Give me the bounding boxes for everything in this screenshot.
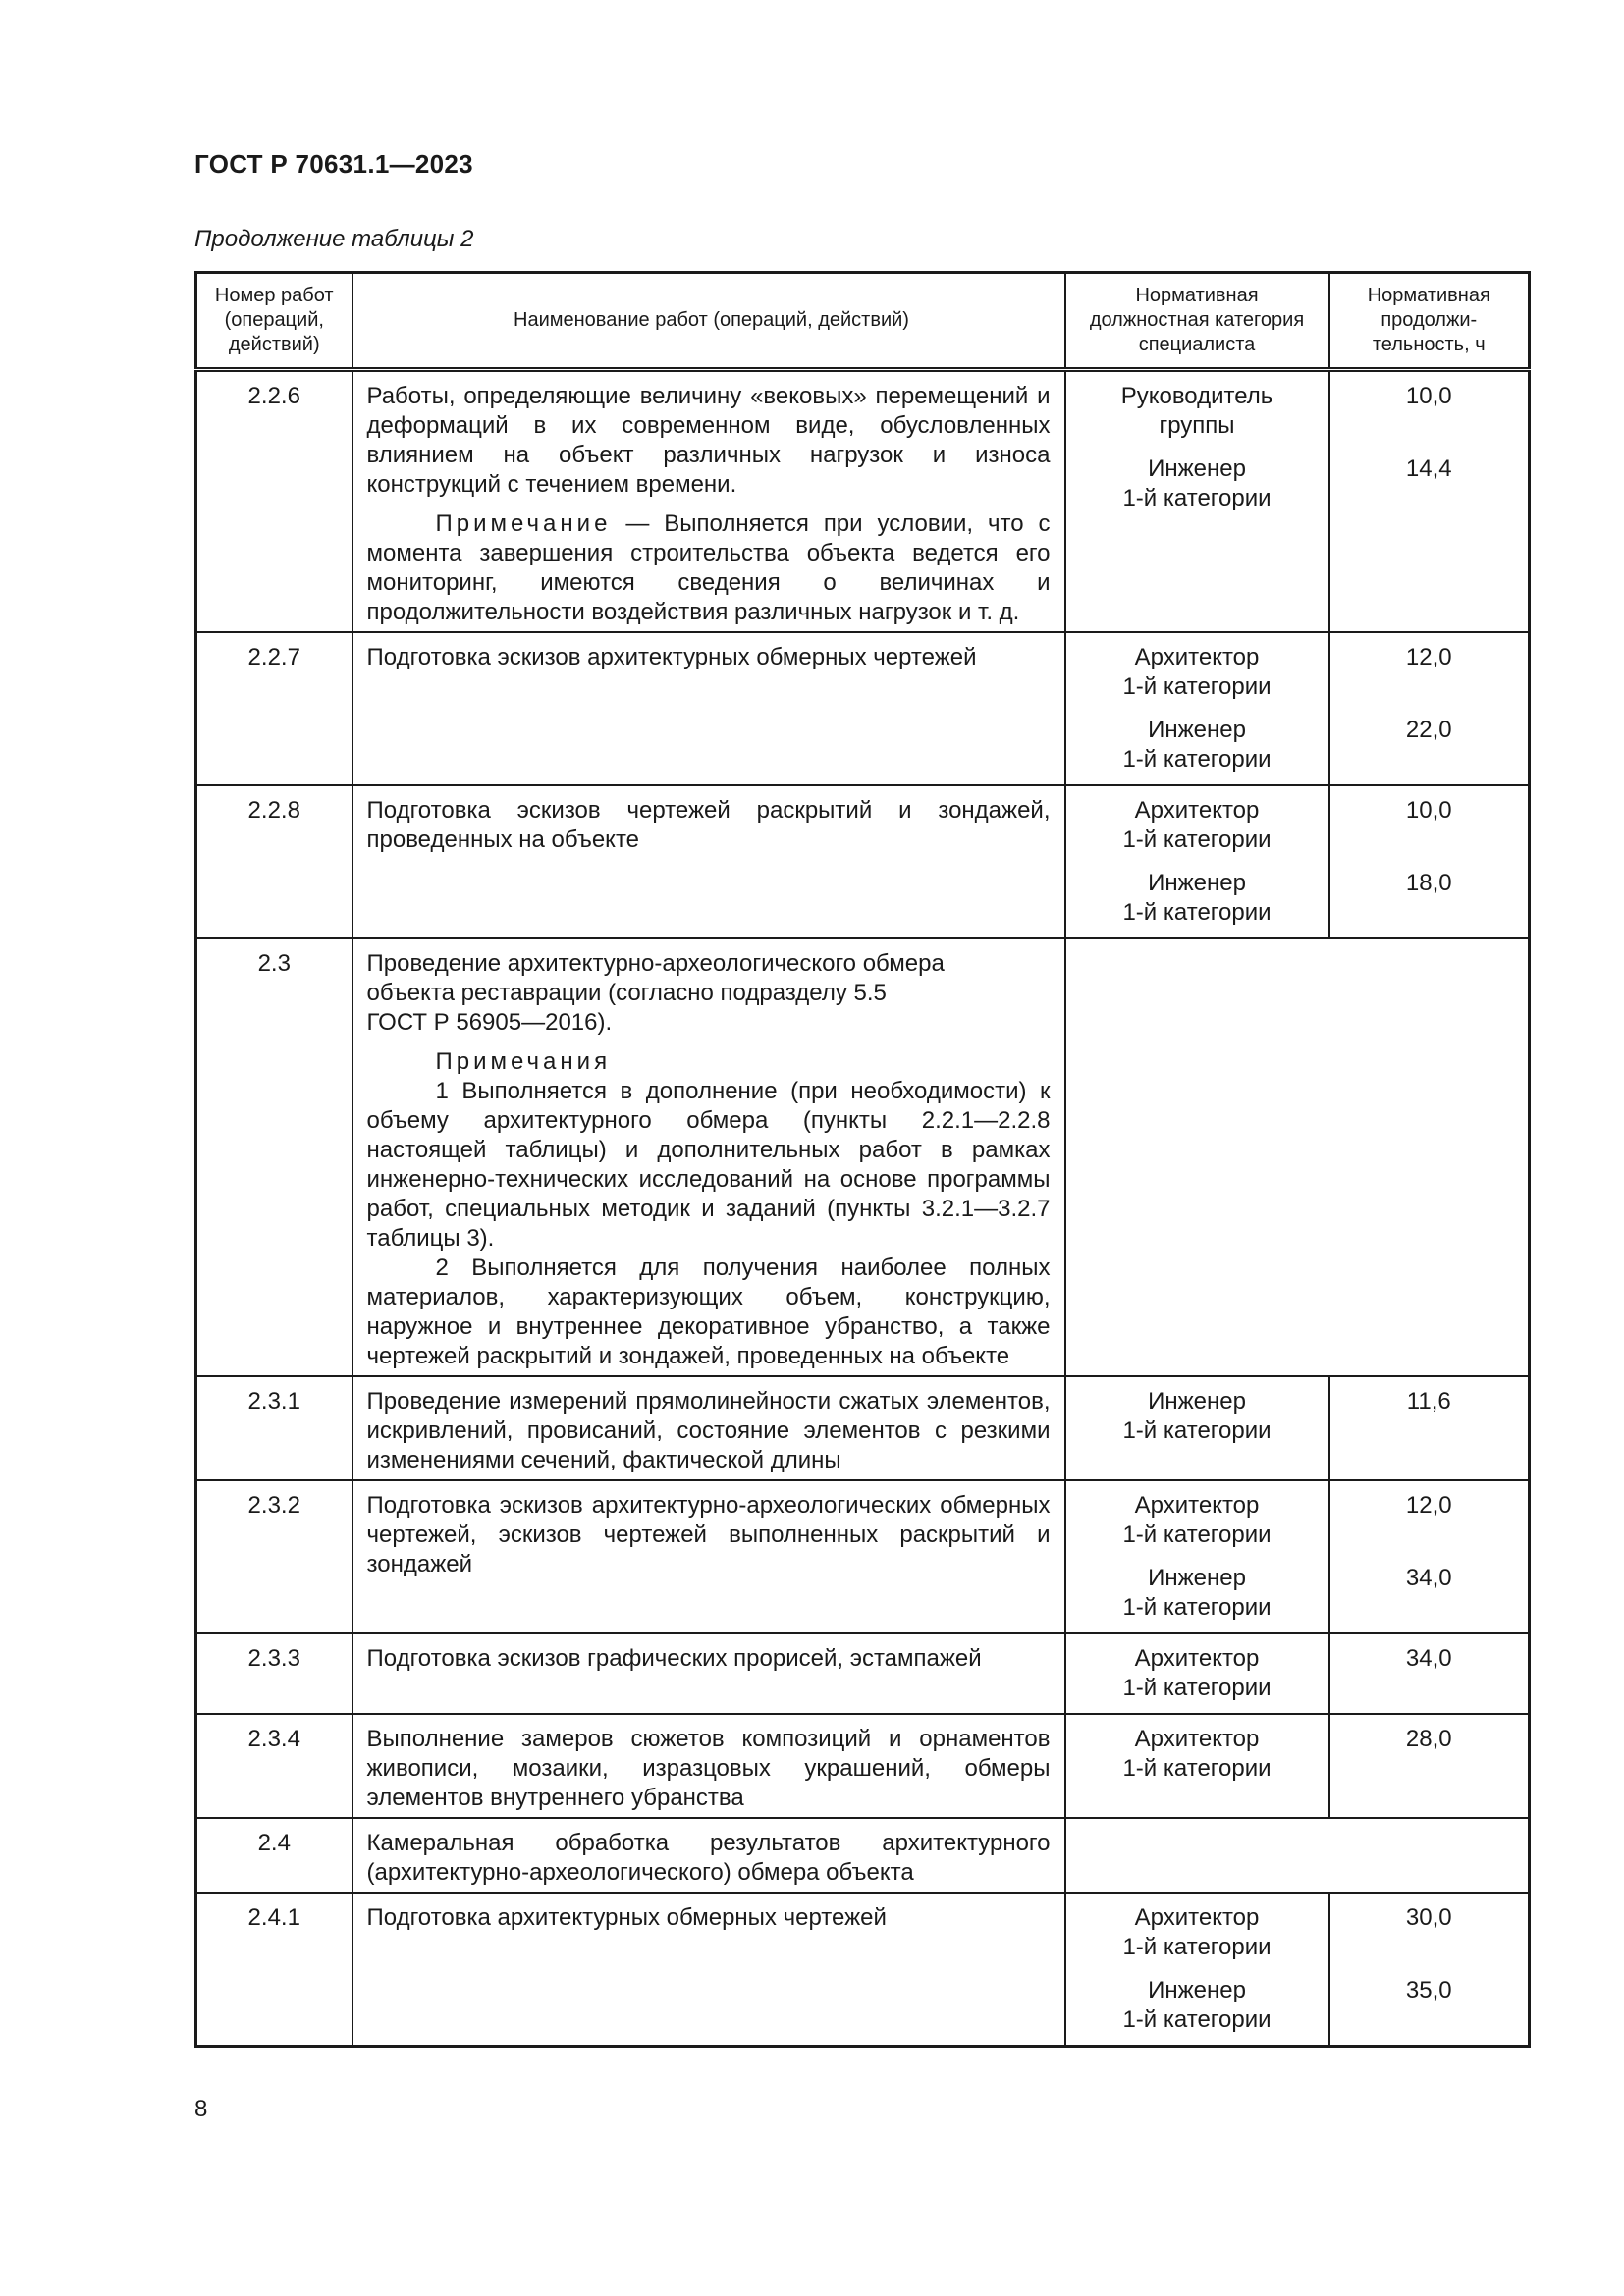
row-description: Подготовка эскизов графических прорисей, эстампажей — [352, 1633, 1065, 1714]
note-item: 1 Выполняется в дополнение (при необходимости) к объему архитектурного обмера (пункты 2.2.1—2.2.8 настоящей таблицы) и дополнительных работ в рамках инженерно-технических исследований на основе программы работ, специальных методик и заданий (пункты 3.2.1—3.2.7 таблицы 3). — [366, 1078, 1051, 1252]
row-duration: 10,0 18,0 — [1329, 785, 1530, 938]
row-number: 2.3 — [196, 938, 352, 1376]
table-row — [196, 785, 1530, 938]
row-number: 2.2.8 — [196, 785, 352, 938]
norms-table — [194, 271, 1531, 2048]
row-number: 2.2.6 — [196, 370, 352, 633]
row-description: Подготовка архитектурных обмерных чертежей — [352, 1893, 1065, 2047]
row-empty-cell — [1065, 1818, 1530, 1893]
row-category: Архитектор 1-й категории — [1065, 1714, 1329, 1818]
table-caption: Продолжение таблицы 2 — [194, 226, 474, 252]
column-header-duration: Нормативная продолжи- тельность, ч — [1329, 273, 1530, 370]
row-category: Архитектор 1-й категории Инженер 1-й категории — [1065, 632, 1329, 785]
row-category: Архитектор 1-й категории — [1065, 1633, 1329, 1714]
row-number: 2.4 — [196, 1818, 352, 1893]
row-empty-cell — [1065, 938, 1530, 1376]
table-row — [196, 632, 1530, 785]
row-duration: 30,0 35,0 — [1329, 1893, 1530, 2047]
row-duration: 11,6 — [1329, 1376, 1530, 1480]
column-header-category: Нормативная должностная категория специалиста — [1065, 273, 1329, 370]
table-row — [196, 1818, 1530, 1893]
note-title: Примечание — [435, 510, 612, 537]
row-description: Проведение измерений прямолинейности сжатых элементов, искривлений, провисаний, состояние элементов с резкими изменениями сечений, фактической длины — [352, 1376, 1065, 1480]
row-number: 2.2.7 — [196, 632, 352, 785]
row-category: Инженер 1-й категории — [1065, 1376, 1329, 1480]
note-text: — Выполняется при условии, что с момента завершения строительства объекта ведется его мониторинг, имеются сведения о величинах и продолжительности воздействия различных нагрузок и т. д. — [366, 510, 1051, 625]
row-description: Камеральная обработка результатов архитектурного (архитектурно-археологического) обмера объекта — [352, 1818, 1065, 1893]
row-number: 2.3.2 — [196, 1480, 352, 1633]
table-row — [196, 1714, 1530, 1818]
row-number: 2.3.3 — [196, 1633, 352, 1714]
row-duration: 12,0 34,0 — [1329, 1480, 1530, 1633]
row-description — [352, 370, 1065, 633]
table-row — [196, 1480, 1530, 1633]
row-category: Архитектор 1-й категории Инженер 1-й категории — [1065, 785, 1329, 938]
table-header-row — [196, 273, 1530, 370]
table-row — [196, 1633, 1530, 1714]
row-number: 2.4.1 — [196, 1893, 352, 2047]
document-code: ГОСТ Р 70631.1—2023 — [194, 149, 473, 179]
row-description: Подготовка эскизов архитектурных обмерных чертежей — [352, 632, 1065, 785]
row-description — [352, 938, 1065, 1376]
row-description: Выполнение замеров сюжетов композиций и орнаментов живописи, мозаики, изразцовых украшений, обмеры элементов внутреннего убранства — [352, 1714, 1065, 1818]
row-category: Руководитель группы Инженер 1-й категории — [1065, 370, 1329, 633]
work-text: Проведение архитектурно-археологического обмера объекта реставрации (согласно подразделу 5.5 ГОСТ Р 56905—2016). — [366, 950, 945, 1036]
row-duration: 28,0 — [1329, 1714, 1530, 1818]
note-item: 2 Выполняется для получения наиболее полных материалов, характеризующих объем, конструкцию, наружное и внутреннее декоративное убранство, а также чертежей раскрытий и зондажей, проведенных на объекте — [366, 1255, 1051, 1369]
row-description: Подготовка эскизов чертежей раскрытий и зондажей, проведенных на объекте — [352, 785, 1065, 938]
table-row — [196, 938, 1530, 1376]
column-header-number: Номер работ (операций, действий) — [196, 273, 352, 370]
row-duration: 12,0 22,0 — [1329, 632, 1530, 785]
page-number: 8 — [194, 2096, 208, 2122]
work-text: Работы, определяющие величину «вековых» перемещений и деформаций в их современном виде, обусловленных влиянием на объект различных нагрузок и износа конструкций с течением времени. — [366, 383, 1051, 498]
row-category: Архитектор 1-й категории Инженер 1-й категории — [1065, 1893, 1329, 2047]
row-category: Архитектор 1-й категории Инженер 1-й категории — [1065, 1480, 1329, 1633]
row-number: 2.3.1 — [196, 1376, 352, 1480]
row-duration: 10,0 14,4 — [1329, 370, 1530, 633]
column-header-name: Наименование работ (операций, действий) — [352, 273, 1065, 370]
row-description: Подготовка эскизов архитектурно-археологических обмерных чертежей, эскизов чертежей выполненных раскрытий и зондажей — [352, 1480, 1065, 1633]
row-number: 2.3.4 — [196, 1714, 352, 1818]
notes-title: Примечания — [435, 1048, 612, 1075]
table-row — [196, 370, 1530, 633]
note — [367, 509, 1051, 627]
table-row — [196, 1893, 1530, 2047]
table-row — [196, 1376, 1530, 1480]
row-duration: 34,0 — [1329, 1633, 1530, 1714]
